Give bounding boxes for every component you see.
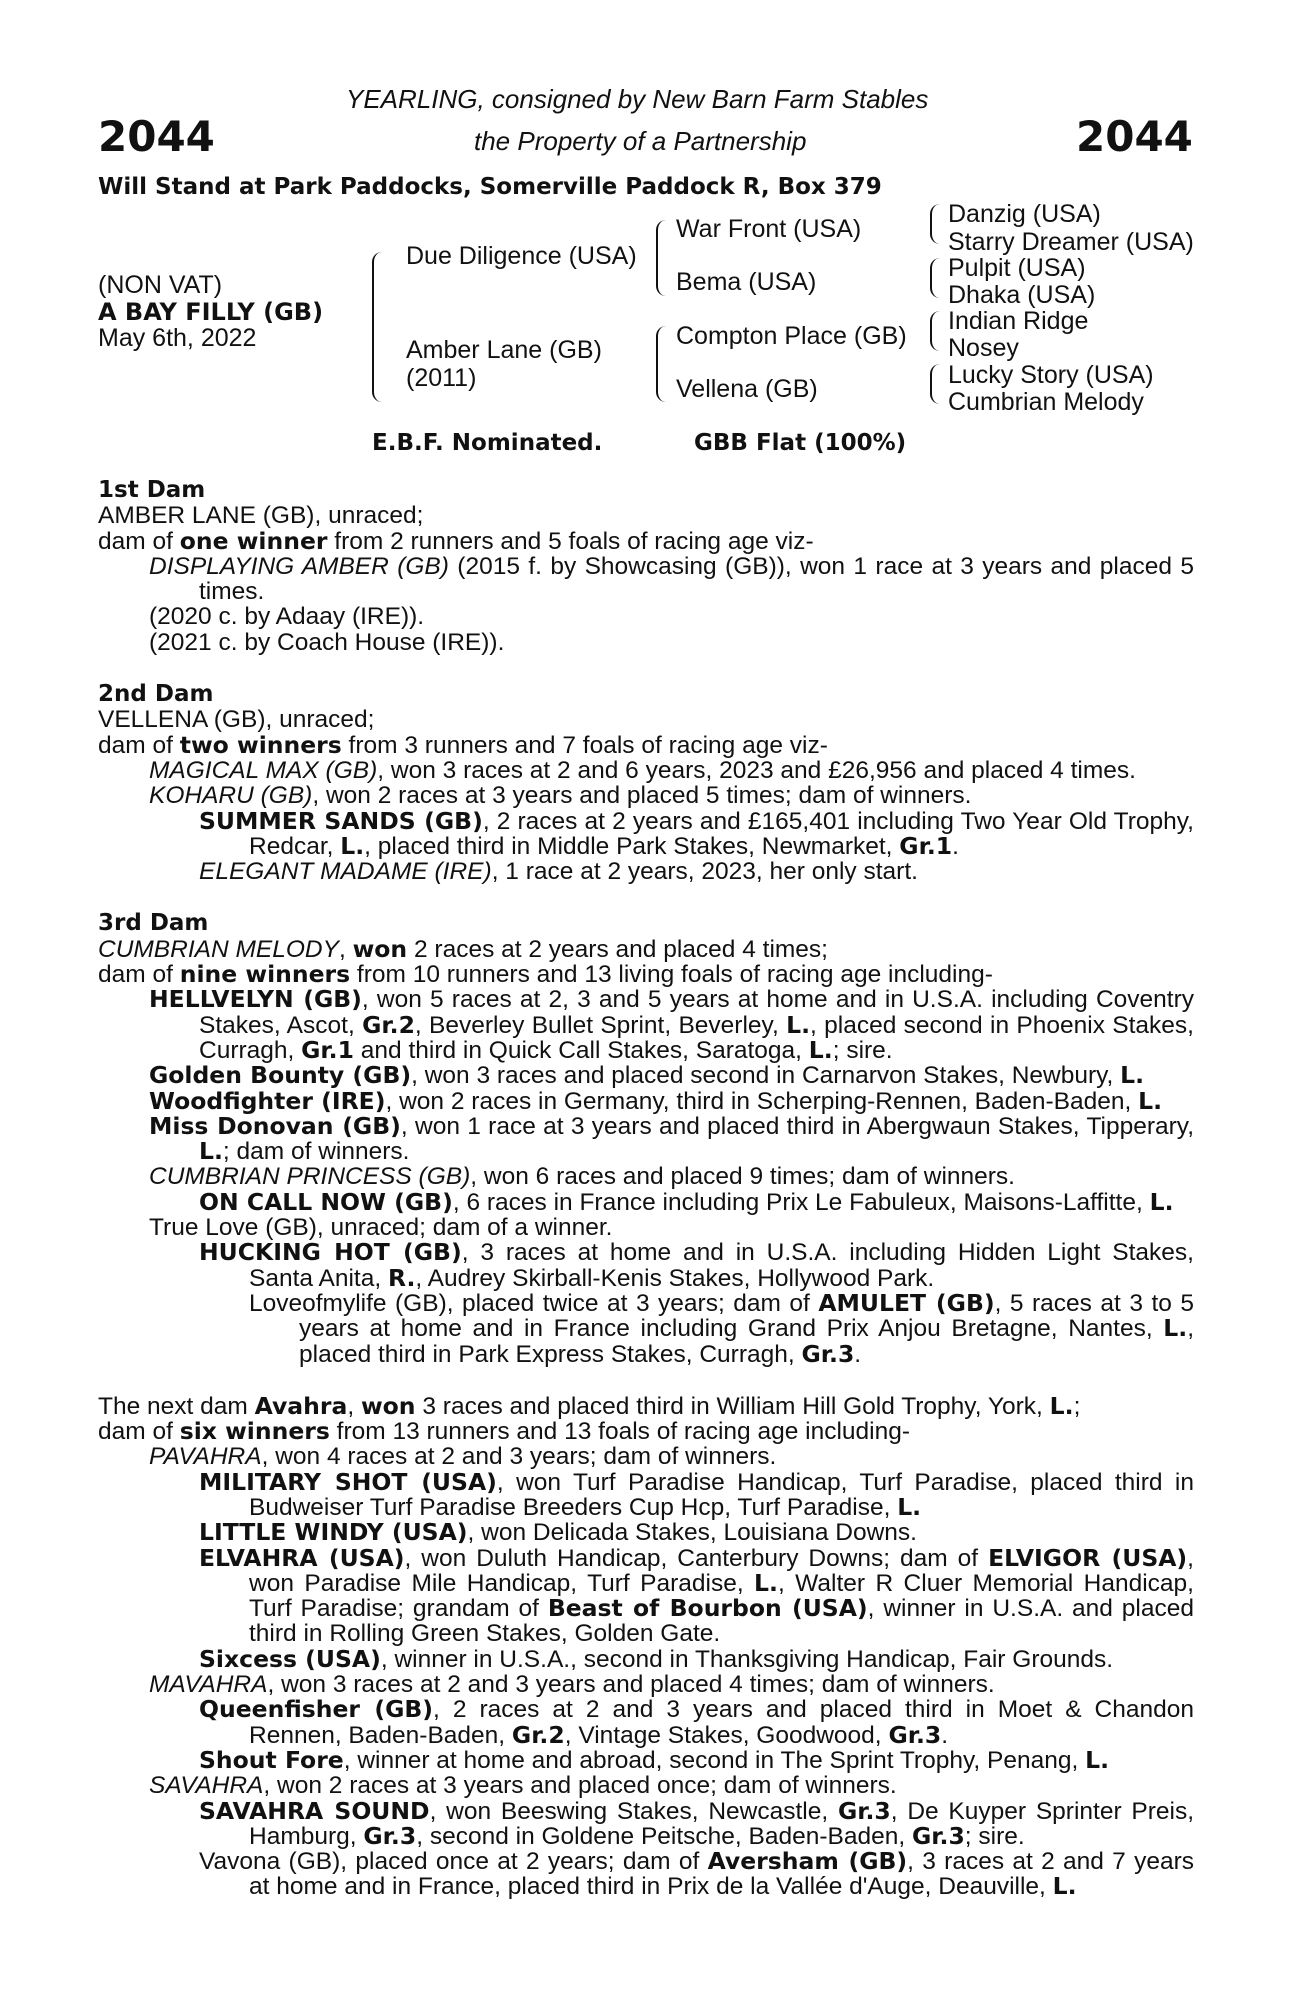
consignor-line: YEARLING, consigned by New Barn Farm Stables (346, 84, 929, 114)
sire-dam: Bema (USA) (676, 268, 817, 296)
lot-number-right: 2044 (1076, 112, 1193, 161)
text-line: Loveofmylife (GB), placed twice at 3 years; dam of AMULET (GB), 5 races at 3 to 5 years at home and in France including Grand Prix Anjou Bretagne, Nantes, L., placed third in Park Express Stakes, Curragh, Gr.3. (249, 1288, 1194, 1368)
text-line: MILITARY SHOT (USA), won Turf Paradise Handicap, Turf Paradise, placed third in Budweiser Turf Paradise Breeders Cup Hcp, Turf Paradise, L. (199, 1467, 1194, 1521)
text-line: ELVAHRA (USA), won Duluth Handicap, Canterbury Downs; dam of ELVIGOR (USA), won Paradise Mile Handicap, Turf Paradise, L., Walter R Cluer Memorial Handicap, Turf Paradise; grandam of Beast of Bourbon (USA), winner in U.S.A. and placed third in Rolling Green Stakes, Golden Gate. (199, 1543, 1194, 1648)
text-line: HUCKING HOT (GB), 3 races at home and in U.S.A. including Hidden Light Stakes, Santa Anita, R., Audrey Skirball-Kenis Stakes, Hollywood Park. (199, 1238, 1194, 1292)
text-line: (2021 c. by Coach House (IRE)). (149, 628, 505, 656)
text-line: The next dam Avahra, won 3 races and placed third in William Hill Gold Trophy, York, L.; (98, 1391, 1081, 1420)
text-line: dam of two winners from 3 runners and 7 foals of racing age viz- (98, 730, 828, 759)
horse-name: A BAY FILLY (GB) (98, 298, 324, 326)
gsire-1: Danzig (USA) (948, 200, 1101, 228)
text-line: LITTLE WINDY (USA), won Delicada Stakes, Louisiana Downs. (199, 1518, 917, 1547)
sire-sire: War Front (USA) (676, 215, 862, 243)
text-line: Sixcess (USA), winner in U.S.A., second in Thanksgiving Handicap, Fair Grounds. (199, 1644, 1114, 1673)
text-line: dam of one winner from 2 runners and 5 foals of racing age viz- (98, 526, 814, 555)
text-line: KOHARU (GB), won 2 races at 3 years and placed 5 times; dam of winners. (149, 782, 972, 810)
text-line: Golden Bounty (GB), won 3 races and placed second in Carnarvon Stakes, Newbury, L. (149, 1061, 1145, 1090)
text-line: Shout Fore, winner at home and abroad, second in The Sprint Trophy, Penang, L. (199, 1745, 1109, 1774)
text-line: CUMBRIAN MELODY, won 2 races at 2 years and placed 4 times; (98, 934, 828, 963)
gsire-5: Indian Ridge (948, 307, 1089, 335)
text-line: SAVAHRA SOUND, won Beeswing Stakes, Newcastle, Gr.3, De Kuyper Sprinter Preis, Hamburg, Gr.3, second in Goldene Peitsche, Baden-Baden, Gr.3; sire. (199, 1796, 1194, 1850)
text-line: dam of nine winners from 10 runners and 13 living foals of racing age including- (98, 960, 993, 989)
text-line: ELEGANT MADAME (IRE), 1 race at 2 years, 2023, her only start. (199, 858, 918, 886)
text-line: Woodfighter (IRE), won 2 races in Germany, third in Scherping-Rennen, Baden-Baden, L. (149, 1086, 1163, 1115)
gsire-8: Cumbrian Melody (948, 388, 1144, 416)
gbb-flat: GBB Flat (100%) (694, 430, 907, 456)
text-line: SUMMER SANDS (GB), 2 races at 2 years and £165,401 including Two Year Old Trophy, Redcar, L., placed third in Middle Park Stakes, Newmarket, Gr.1. (199, 806, 1194, 860)
text-line: (2020 c. by Adaay (IRE)). (149, 603, 425, 631)
gsire-3: Pulpit (USA) (948, 254, 1086, 282)
gsire-2: Starry Dreamer (USA) (948, 228, 1194, 256)
text-line: PAVAHRA, won 4 races at 2 and 3 years; dam of winners. (149, 1443, 777, 1471)
ebf-nominated: E.B.F. Nominated. (372, 430, 603, 456)
text-line: Vavona (GB), placed once at 2 years; dam of Aversham (GB), 3 races at 2 and 7 years at home and in France, placed third in Prix de la Vallée d'Auge, Deauville, L. (199, 1847, 1194, 1901)
third-dam-section (98, 911, 1194, 1366)
dam-records (98, 478, 1194, 1900)
text-line: Queenfisher (GB), 2 races at 2 and 3 years and placed third in Moet & Chandon Rennen, Baden-Baden, Gr.2, Vintage Stakes, Goodwood, Gr.3. (199, 1695, 1195, 1749)
text-line: AMBER LANE (GB), unraced; (98, 502, 424, 530)
second-dam-section (98, 682, 1194, 884)
property-line: the Property of a Partnership (474, 126, 807, 156)
text-line: SAVAHRA, won 2 races at 3 years and placed once; dam of winners. (149, 1772, 897, 1800)
vat-status: (NON VAT) (98, 271, 223, 299)
dam-year: (2011) (406, 364, 477, 392)
second-dam-heading: 2nd Dam (98, 681, 214, 708)
gsire-4: Dhaka (USA) (948, 281, 1096, 309)
text-line: dam of six winners from 13 runners and 13 foals of racing age including- (98, 1417, 911, 1446)
gbrace-4 (930, 364, 946, 404)
text-line: MAVAHRA, won 3 races at 2 and 3 years and placed 4 times; dam of winners. (149, 1671, 995, 1699)
gbrace-1 (930, 204, 946, 244)
third-dam-heading: 3rd Dam (98, 910, 209, 937)
dam-sire: Compton Place (GB) (676, 322, 907, 350)
horse-dob: May 6th, 2022 (98, 324, 257, 352)
dam: Amber Lane (GB) (406, 336, 602, 364)
text-line: Miss Donovan (GB), won 1 race at 3 years and placed third in Abergwaun Stakes, Tipperary, L.; dam of winners. (149, 1111, 1194, 1166)
first-dam-section (98, 478, 1194, 655)
pedigree-brace (372, 252, 388, 402)
dam-brace (656, 326, 672, 402)
sire-brace (656, 220, 672, 296)
text-line: DISPLAYING AMBER (GB) (2015 f. by Showcasing (GB)), won 1 race at 3 years and placed 5 times. (149, 552, 1194, 606)
text-line: CUMBRIAN PRINCESS (GB), won 6 races and placed 9 times; dam of winners. (149, 1163, 1015, 1191)
stand-line: Will Stand at Park Paddocks, Somerville Paddock R, Box 379 (98, 174, 882, 200)
gsire-7: Lucky Story (USA) (948, 361, 1154, 389)
dam-dam: Vellena (GB) (676, 375, 818, 403)
gbrace-3 (930, 311, 946, 351)
gsire-6: Nosey (948, 334, 1019, 362)
sire: Due Diligence (USA) (406, 242, 637, 270)
text-line: MAGICAL MAX (GB), won 3 races at 2 and 6 years, 2023 and £26,956 and placed 4 times. (149, 756, 1136, 784)
gbrace-2 (930, 258, 946, 298)
text-line: HELLVELYN (GB), won 5 races at 2, 3 and 5 years at home and in U.S.A. including Coventry Stakes, Ascot, Gr.2, Beverley Bullet Sprint, Beverley, L., placed second in Phoenix Stakes, Curragh, Gr.1 and third in Quick Call Stakes, Saratoga, L.; sire. (149, 985, 1194, 1064)
text-line: ON CALL NOW (GB), 6 races in France including Prix Le Fabuleux, Maisons-Laffitte, L. (199, 1187, 1174, 1216)
lot-number-left: 2044 (98, 112, 215, 161)
text-line: True Love (GB), unraced; dam of a winner. (149, 1214, 613, 1242)
fourth-dam-section (98, 1391, 1195, 1901)
first-dam-heading: 1st Dam (98, 477, 206, 503)
text-line: VELLENA (GB), unraced; (98, 706, 375, 734)
